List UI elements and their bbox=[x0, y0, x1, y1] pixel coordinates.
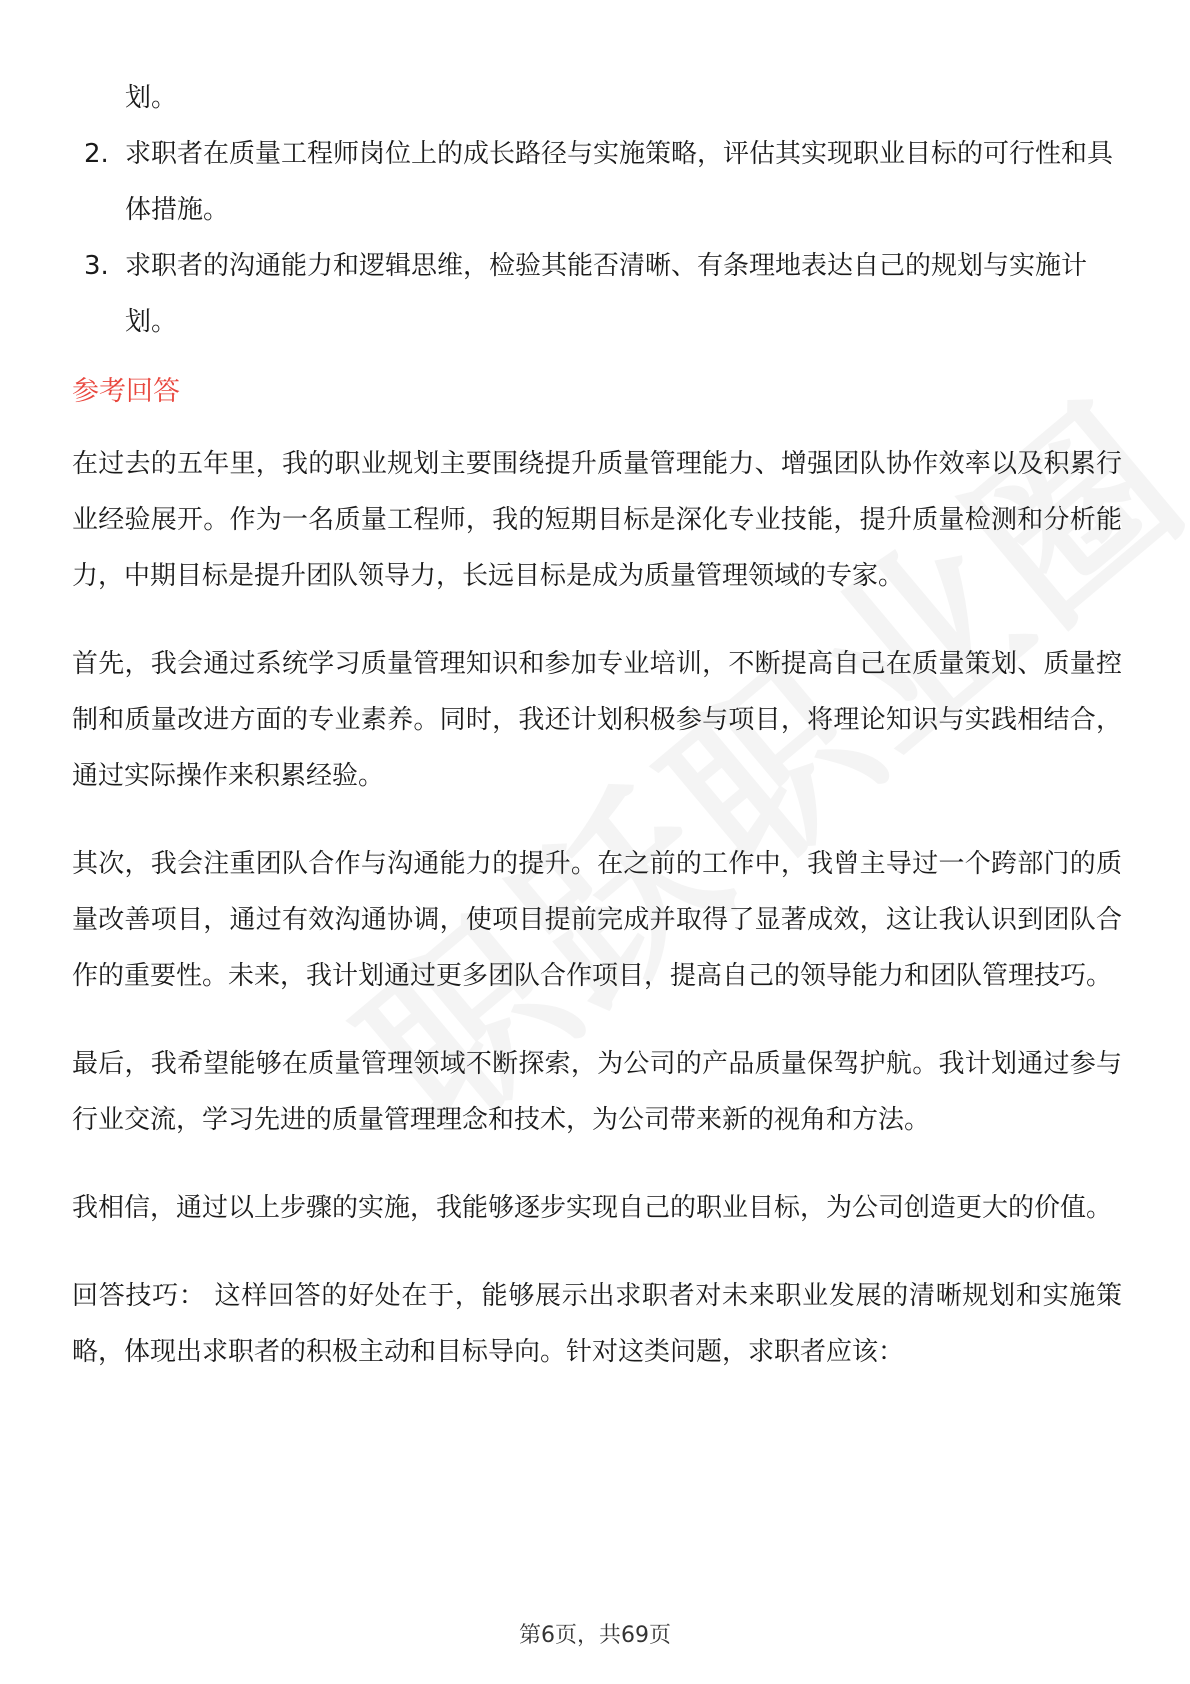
list-item-text: 求职者在质量工程师岗位上的成长路径与实施策略，评估其实现职业目标的可行性和具体措施。 bbox=[125, 139, 1114, 225]
page-number-footer: 第6页，共69页 bbox=[519, 1623, 671, 1648]
section-heading: 参考回答 bbox=[72, 376, 180, 407]
list-item-number: 3. bbox=[84, 251, 109, 281]
answer-paragraph: 最后，我希望能够在质量管理领域不断探索，为公司的产品质量保驾护航。我计划通过参与行业交流，学习先进的质量管理理念和技术，为公司带来新的视角和方法。 bbox=[72, 1049, 1122, 1135]
answer-paragraph: 我相信，通过以上步骤的实施，我能够逐步实现自己的职业目标，为公司创造更大的价值。 bbox=[72, 1193, 1113, 1223]
tips-paragraph: 回答技巧： 这样回答的好处在于，能够展示出求职者对未来职业发展的清晰规划和实施策略，体现出求职者的积极主动和目标导向。针对这类问题，求职者应该： bbox=[72, 1281, 1122, 1367]
list-item bbox=[72, 126, 1122, 238]
list-item-continuation: 划。 bbox=[125, 83, 178, 113]
evaluation-list bbox=[72, 126, 1122, 350]
list-item-text: 求职者的沟通能力和逻辑思维，检验其能否清晰、有条理地表达自己的规划与实施计划。 bbox=[125, 251, 1088, 337]
answer-paragraph: 在过去的五年里，我的职业规划主要围绕提升质量管理能力、增强团队协作效率以及积累行业经验展开。作为一名质量工程师，我的短期目标是深化专业技能，提升质量检测和分析能力，中期目标是提升团队领导力，长远目标是成为质量管理领域的专家。 bbox=[72, 449, 1122, 591]
list-item bbox=[72, 238, 1122, 350]
answer-paragraph: 首先，我会通过系统学习质量管理知识和参加专业培训，不断提高自己在质量策划、质量控制和质量改进方面的专业素养。同时，我还计划积极参与项目，将理论知识与实践相结合，通过实际操作来积累经验。 bbox=[72, 649, 1122, 791]
answer-paragraph: 其次，我会注重团队合作与沟通能力的提升。在之前的工作中，我曾主导过一个跨部门的质量改善项目，通过有效沟通协调，使项目提前完成并取得了显著成效，这让我认识到团队合作的重要性。未来，我计划通过更多团队合作项目，提高自己的领导能力和团队管理技巧。 bbox=[72, 849, 1122, 991]
list-item-number: 2. bbox=[84, 139, 109, 169]
document-page bbox=[72, 70, 1122, 1412]
